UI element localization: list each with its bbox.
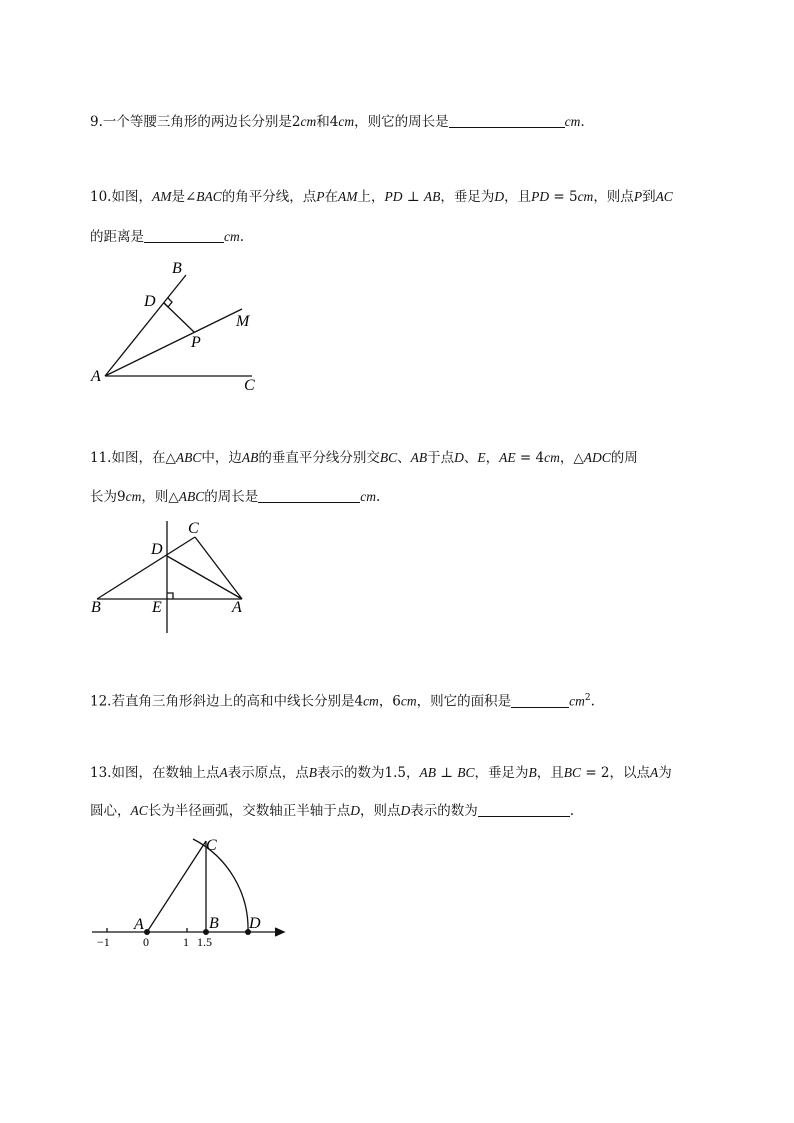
question-text: 长为半径画弧，交数轴正半轴于点 <box>147 803 351 819</box>
math-symbol: ABC <box>175 450 202 465</box>
question-11-line-1 <box>90 448 638 468</box>
math-symbol: AM <box>338 189 358 204</box>
math-symbol: E <box>477 450 486 465</box>
answer-blank[interactable] <box>258 488 360 503</box>
label-D: D <box>151 541 163 558</box>
math-symbol: cm <box>363 693 379 709</box>
question-text: 12.若直角三角形斜边上的高和中线长分别是4 <box>90 693 364 710</box>
figure-angle-bisector <box>85 255 275 400</box>
question-text: 在 <box>324 189 339 205</box>
question-text: 为 <box>658 765 672 781</box>
question-text: ⊥ <box>402 189 424 205</box>
math-symbol: PD <box>384 189 403 204</box>
question-text: . <box>569 803 575 819</box>
question-text: 的角平分线，点 <box>221 189 317 205</box>
math-symbol: A <box>219 765 228 780</box>
question-text: 表示的数为1.5， <box>316 765 420 781</box>
question-11-line-2 <box>90 487 380 507</box>
question-text: ，则它的周长是 <box>354 114 449 130</box>
question-text: 表示原点，点 <box>227 765 309 781</box>
question-text: = 5 <box>549 189 578 205</box>
answer-blank[interactable] <box>144 228 224 243</box>
question-text: . <box>375 489 381 505</box>
math-symbol: B <box>528 765 537 780</box>
question-text: ，且 <box>536 765 564 781</box>
math-symbol: ADC <box>583 450 611 465</box>
question-text: 的垂直平分线分别交 <box>258 450 380 466</box>
question-text: 中，边 <box>201 450 242 466</box>
question-text: . <box>580 114 585 130</box>
question-13-line-2 <box>90 801 574 821</box>
label-B: B <box>91 599 101 616</box>
question-text: ⊥ <box>435 765 458 781</box>
question-text: 、 <box>397 450 411 466</box>
label-B: B <box>209 915 219 932</box>
label-A: A <box>232 599 242 616</box>
question-text: ，垂足为 <box>474 765 529 781</box>
math-symbol: PD <box>531 189 550 204</box>
question-text: 表示的数为 <box>410 803 478 819</box>
tick-label-1-5: 1.5 <box>197 935 212 949</box>
question-12 <box>90 688 595 712</box>
math-symbol: AC <box>130 803 148 818</box>
math-symbol: D <box>400 803 411 818</box>
label-D: D <box>249 915 261 932</box>
question-text: ，垂足为 <box>440 189 495 205</box>
label-P: P <box>191 334 201 351</box>
math-symbol: B <box>308 765 317 780</box>
math-symbol: cm <box>224 229 240 244</box>
label-E: E <box>152 599 162 616</box>
question-text: ，则点 <box>360 803 401 819</box>
question-text: 的周长是 <box>204 489 259 505</box>
question-text: 到 <box>642 189 656 205</box>
math-symbol: D <box>350 803 361 818</box>
figure-number-line <box>85 830 290 955</box>
question-text: = 4 <box>515 450 545 466</box>
math-symbol: BC <box>563 765 582 780</box>
math-symbol: AC <box>655 189 673 204</box>
question-text: = 2，以点 <box>581 765 651 781</box>
math-symbol: AB <box>423 189 441 204</box>
tick-label-0: 0 <box>143 935 149 949</box>
label-C: C <box>244 377 255 394</box>
answer-blank[interactable] <box>511 693 569 708</box>
math-symbol: BAC <box>196 189 222 204</box>
math-symbol: AB <box>241 450 259 465</box>
question-text: ，则△ <box>141 489 179 505</box>
label-A: A <box>91 368 101 385</box>
tick-label-neg1: −1 <box>97 935 110 949</box>
question-text: 于点 <box>427 450 455 466</box>
figure-perpendicular-bisector <box>85 515 255 640</box>
math-symbol: cm <box>300 114 317 129</box>
question-text: ，且 <box>504 189 532 205</box>
question-text: . <box>590 693 595 710</box>
math-symbol: cm <box>125 489 142 504</box>
question-text: 13.如图，在数轴上点 <box>90 765 220 781</box>
math-symbol: ABC <box>178 489 205 504</box>
math-symbol: AB <box>419 765 436 780</box>
label-C: C <box>188 520 199 537</box>
question-text: 2 <box>584 693 591 703</box>
question-text: 圆心， <box>90 803 131 819</box>
question-text: ，则点 <box>593 189 634 205</box>
question-text: 9.一个等腰三角形的两边长分别是2 <box>90 114 301 130</box>
math-symbol: AE <box>499 450 516 465</box>
math-symbol: P <box>633 189 643 204</box>
math-symbol: AM <box>151 189 172 204</box>
question-text: 上， <box>357 189 385 205</box>
math-symbol: BC <box>457 765 475 780</box>
question-text: 11.如图，在△ <box>90 450 176 466</box>
math-symbol: A <box>650 765 659 780</box>
math-symbol: BC <box>379 450 398 465</box>
label-M: M <box>236 313 250 330</box>
math-symbol: cm <box>338 114 355 129</box>
math-symbol: cm <box>360 489 376 504</box>
question-text: 是∠ <box>171 189 197 205</box>
question-10-line-1 <box>90 187 673 207</box>
math-symbol: cm <box>400 693 417 709</box>
math-symbol: AB <box>410 450 428 465</box>
question-13-line-1 <box>90 763 672 783</box>
label-B: B <box>172 260 182 277</box>
math-symbol: cm <box>577 189 594 204</box>
answer-blank[interactable] <box>478 802 570 817</box>
question-9 <box>90 112 585 132</box>
question-text: 的周 <box>610 450 638 466</box>
math-symbol: D <box>494 189 505 204</box>
math-symbol: cm <box>569 693 585 709</box>
question-10-line-2 <box>90 227 244 247</box>
math-symbol: cm <box>564 114 581 129</box>
question-text: 的距离是 <box>90 229 144 245</box>
question-text: 、 <box>463 450 478 466</box>
question-text: ，△ <box>559 450 584 466</box>
question-text: 10.如图， <box>90 189 152 205</box>
tick-label-1: 1 <box>183 935 189 949</box>
label-D: D <box>144 293 156 310</box>
question-text: ，6 <box>378 693 401 710</box>
question-text: 和4 <box>316 114 339 130</box>
answer-blank[interactable] <box>449 113 565 128</box>
math-symbol: cm <box>544 450 560 465</box>
math-symbol: P <box>316 189 325 204</box>
question-text: 长为9 <box>90 489 126 505</box>
label-C: C <box>206 837 217 854</box>
question-text: ，则它的面积是 <box>416 693 512 710</box>
question-text: ， <box>485 450 500 466</box>
label-A: A <box>134 916 144 933</box>
math-symbol: D <box>454 450 464 465</box>
question-text: . <box>239 229 245 245</box>
